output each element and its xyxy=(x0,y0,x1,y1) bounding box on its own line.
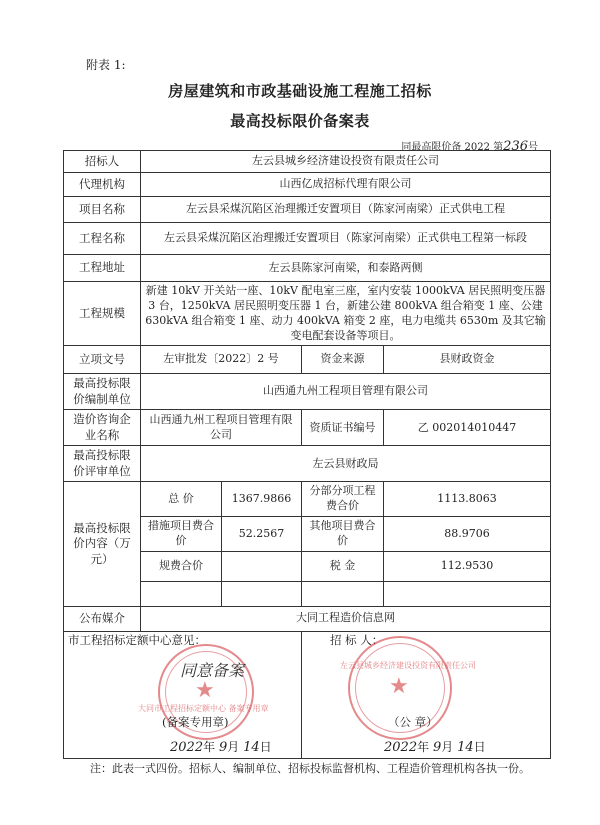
other-label: 其他项目费合价 xyxy=(302,517,384,552)
row-reviewer xyxy=(64,446,551,482)
address-value: 左云县陈家河南梁，和泰路两侧 xyxy=(141,255,551,282)
other-value: 88.9706 xyxy=(384,517,551,552)
record-prefix: 同最高限价备 2022 第 xyxy=(401,142,504,153)
unit-year: 年 xyxy=(417,740,430,754)
row-tenderer xyxy=(64,151,551,173)
row-project-name xyxy=(64,197,551,223)
consult-value: 山西通九州工程项目管理有限公司 xyxy=(141,410,302,446)
project-name-value: 左云县采煤沉陷区治理搬迁安置项目（陈家河南梁）正式供电工程 xyxy=(141,197,551,223)
center-date-year: 2022 xyxy=(170,740,204,755)
row-agency xyxy=(64,173,551,197)
fee-label: 规费合价 xyxy=(141,551,222,581)
tenderer-sign-label: 招 标 人： xyxy=(330,633,384,647)
cert-label: 资质证书编号 xyxy=(302,410,384,446)
fee-value xyxy=(222,551,302,581)
footnote: 注：此表一式四份。招标人、编制单位、招标投标监督机构、工程造价管理机构各执一份。 xyxy=(90,762,530,775)
measure-value: 52.2567 xyxy=(222,517,302,552)
approval-label: 立项文号 xyxy=(64,346,141,374)
fund-label: 资金来源 xyxy=(302,346,384,374)
works-name-label: 工程名称 xyxy=(64,223,141,255)
blank-cell xyxy=(302,581,384,606)
tax-label: 税 金 xyxy=(302,551,384,581)
row-media xyxy=(64,606,551,631)
tenderer-date xyxy=(384,738,486,755)
record-number-value: 236 xyxy=(503,139,528,154)
center-stamp-star-icon: ★ xyxy=(195,678,215,703)
unit-year: 年 xyxy=(203,740,216,754)
consult-label: 造价咨询企业名称 xyxy=(64,410,141,446)
annex-label: 附表 1: xyxy=(86,58,126,72)
reviewer-value: 左云县财政局 xyxy=(141,446,551,482)
blank-cell xyxy=(384,581,551,606)
form-title-line2: 最高投标限价备案表 xyxy=(230,112,370,130)
tenderer-stamp-star-icon: ★ xyxy=(389,674,409,699)
tenderer-label: 招标人 xyxy=(64,151,141,173)
tenderer-value: 左云县城乡经济建设投资有限责任公司 xyxy=(141,151,551,173)
row-approval xyxy=(64,346,551,374)
sub-value: 1113.8063 xyxy=(384,482,551,517)
scale-label: 工程规模 xyxy=(64,282,141,346)
unit-month: 月 xyxy=(441,740,454,754)
row-works-name xyxy=(64,223,551,255)
total-label: 总 价 xyxy=(141,482,222,517)
center-opinion-label: 市工程招标定额中心意见： xyxy=(68,633,206,647)
total-value: 1367.9866 xyxy=(222,482,302,517)
sub-label: 分部分项工程费合价 xyxy=(302,482,384,517)
approval-value: 左审批发〔2022〕2 号 xyxy=(141,346,302,374)
row-compiler xyxy=(64,374,551,410)
scale-value: 新建 10kV 开关站一座、10kV 配电室三座，室内安装 1000kVA 居民照明变压器 3 台，1250kVA 居民照明变压器 1 台，新建公建 800kVA 组合箱变 1 座、公建 630kVA 组合箱变 1 座、动力 400kVA 箱变 2 座，电力电缆共 6530m 及其它输变电配套设备等项目。 xyxy=(141,282,551,346)
row-scale xyxy=(64,282,551,346)
unit-day: 日 xyxy=(473,740,486,754)
blank-cell xyxy=(141,581,222,606)
agency-value: 山西亿成招标代理有限公司 xyxy=(141,173,551,197)
center-stamp-text: 大同市工程招标定额中心 备案专用章 xyxy=(138,704,269,713)
tenderer-date-day: 14 xyxy=(457,740,474,755)
center-seal-label: (备案专用章) xyxy=(162,715,229,729)
content-label: 最高投标限价内容（万元） xyxy=(64,482,141,606)
cert-value: 乙 002014010447 xyxy=(384,410,551,446)
center-handwritten-note: 同意备案 xyxy=(180,661,245,680)
project-name-label: 项目名称 xyxy=(64,197,141,223)
address-label: 工程地址 xyxy=(64,255,141,282)
tenderer-seal-label: （公 章） xyxy=(388,715,438,729)
media-value: 大同工程造价信息网 xyxy=(141,606,551,631)
row-consult xyxy=(64,410,551,446)
fund-value: 县财政资金 xyxy=(384,346,551,374)
measure-label: 措施项目费合价 xyxy=(141,517,222,552)
record-table xyxy=(63,150,551,759)
form-title-line1: 房屋建筑和市政基础设施工程施工招标 xyxy=(168,82,432,100)
tenderer-date-year: 2022 xyxy=(384,740,418,755)
unit-day: 日 xyxy=(259,740,272,754)
center-date xyxy=(170,738,272,755)
center-date-day: 14 xyxy=(243,740,260,755)
media-label: 公布媒介 xyxy=(64,606,141,631)
reviewer-label: 最高投标限价评审单位 xyxy=(64,446,141,482)
center-date-month: 9 xyxy=(218,740,228,755)
row-address xyxy=(64,255,551,282)
unit-month: 月 xyxy=(227,740,240,754)
row-content-total xyxy=(64,482,551,517)
tenderer-stamp-text: 左云县城乡经济建设投资有限责任公司 xyxy=(340,661,476,670)
agency-label: 代理机构 xyxy=(64,173,141,197)
compiler-label: 最高投标限价编制单位 xyxy=(64,374,141,410)
record-suffix: 号 xyxy=(528,142,538,153)
works-name-value: 左云县采煤沉陷区治理搬迁安置项目（陈家河南梁）正式供电工程第一标段 xyxy=(141,223,551,255)
tax-value: 112.9530 xyxy=(384,551,551,581)
compiler-value: 山西通九州工程项目管理有限公司 xyxy=(141,374,551,410)
blank-cell xyxy=(222,581,302,606)
tenderer-date-month: 9 xyxy=(432,740,442,755)
